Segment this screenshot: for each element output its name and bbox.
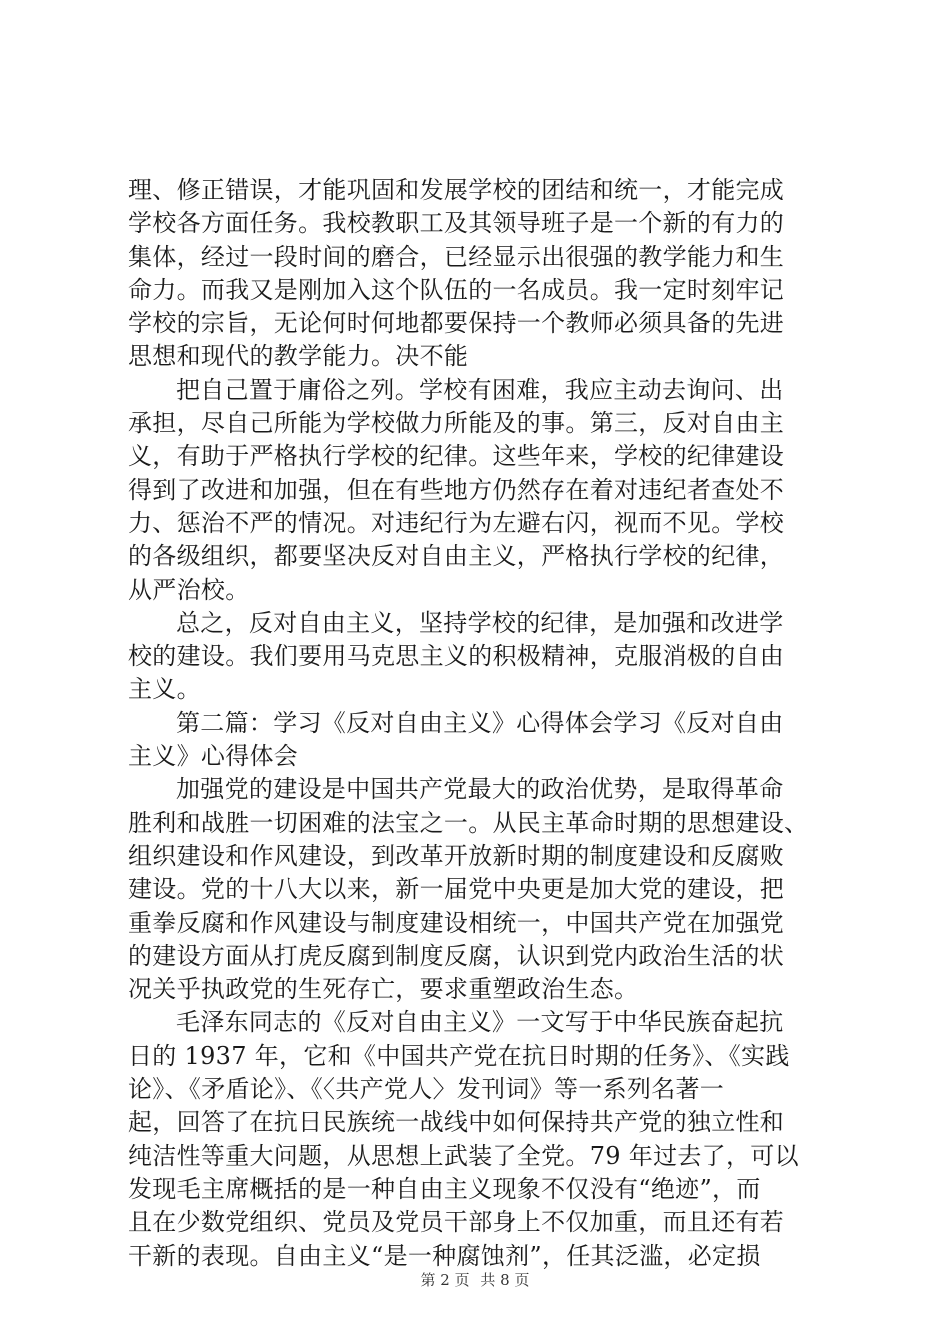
- text-line: 发现毛主席概括的是一种自由主义现象不仅没有“绝迹”，而: [128, 1174, 761, 1203]
- text-line: 把自己置于庸俗之列。学校有困难，我应主动去询问、出: [176, 375, 784, 404]
- text-line: 校的建设。我们要用马克思主义的积极精神，克服消极的自由: [128, 642, 785, 671]
- text-line: 力、惩治不严的情况。对违纪行为左避右闪，视而不见。学校: [128, 508, 785, 537]
- text-line: 第二篇：学习《反对自由主义》心得体会学习《反对自由: [176, 708, 784, 737]
- text-line: 义，有助于严格执行学校的纪律。这些年来，学校的纪律建设: [128, 442, 785, 471]
- text-line: 的建设方面从打虎反腐到制度反腐，认识到党内政治生活的状: [128, 941, 785, 970]
- text-line: 命力。而我又是刚加入这个队伍的一名成员。我一定时刻牢记: [128, 275, 785, 304]
- page-total: 共 8 页: [480, 1271, 530, 1289]
- document-body: [128, 174, 840, 1273]
- text-line: 组织建设和作风建设，到改革开放新时期的制度建设和反腐败: [128, 841, 785, 870]
- text-line: 重拳反腐和作风建设与制度建设相统一，中国共产党在加强党: [128, 908, 785, 937]
- text-line: 况关乎执政党的生死存亡，要求重塑政治生态。: [128, 975, 639, 1004]
- text-line: 起，回答了在抗日民族统一战线中如何保持共产党的独立性和: [128, 1108, 785, 1137]
- text-line: 胜利和战胜一切困难的法宝之一。从民主革命时期的思想建设、: [128, 808, 809, 837]
- text-line: 日的 1937 年，它和《中国共产党在抗日时期的任务》、《实践: [128, 1041, 790, 1070]
- text-line: 主义。: [128, 675, 201, 704]
- page-footer: [0, 1270, 950, 1290]
- text-line: 思想和现代的教学能力。决不能: [128, 342, 469, 371]
- text-line: 得到了改进和加强，但在有些地方仍然存在着对违纪者查处不: [128, 475, 785, 504]
- text-line: 纯洁性等重大问题，从思想上武装了全党。79 年过去了，可以: [128, 1141, 799, 1170]
- text-line: 论》、《矛盾论》、《〈共产党人〉发刊词》等一系列名著一: [128, 1075, 725, 1104]
- text-line: 的各级组织，都要坚决反对自由主义，严格执行学校的纪律，: [128, 542, 785, 571]
- text-line: 主义》心得体会: [128, 742, 299, 771]
- text-line: 干新的表现。自由主义“是一种腐蚀剂”，任其泛滥，必定损: [128, 1241, 761, 1270]
- text-line: 建设。党的十八大以来，新一届党中央更是加大党的建设，把: [128, 875, 785, 904]
- text-line: 加强党的建设是中国共产党最大的政治优势，是取得革命: [176, 775, 784, 804]
- text-line: 且在少数党组织、党员及党员干部身上不仅加重，而且还有若: [128, 1208, 785, 1237]
- text-line: 从严治校。: [128, 575, 250, 604]
- page-number: 第 2 页: [420, 1271, 470, 1289]
- text-line: 学校的宗旨，无论何时何地都要保持一个教师必须具备的先进: [128, 309, 785, 338]
- text-line: 总之，反对自由主义，坚持学校的纪律，是加强和改进学: [176, 608, 784, 637]
- text-line: 承担，尽自己所能为学校做力所能及的事。第三，反对自由主: [128, 409, 785, 438]
- text-line: 集体，经过一段时间的磨合，已经显示出很强的教学能力和生: [128, 242, 785, 271]
- text-line: 学校各方面任务。我校教职工及其领导班子是一个新的有力的: [128, 209, 785, 238]
- text-line: 毛泽东同志的《反对自由主义》一文写于中华民族奋起抗: [176, 1008, 784, 1037]
- text-line: 理、修正错误，才能巩固和发展学校的团结和统一，才能完成: [128, 176, 785, 204]
